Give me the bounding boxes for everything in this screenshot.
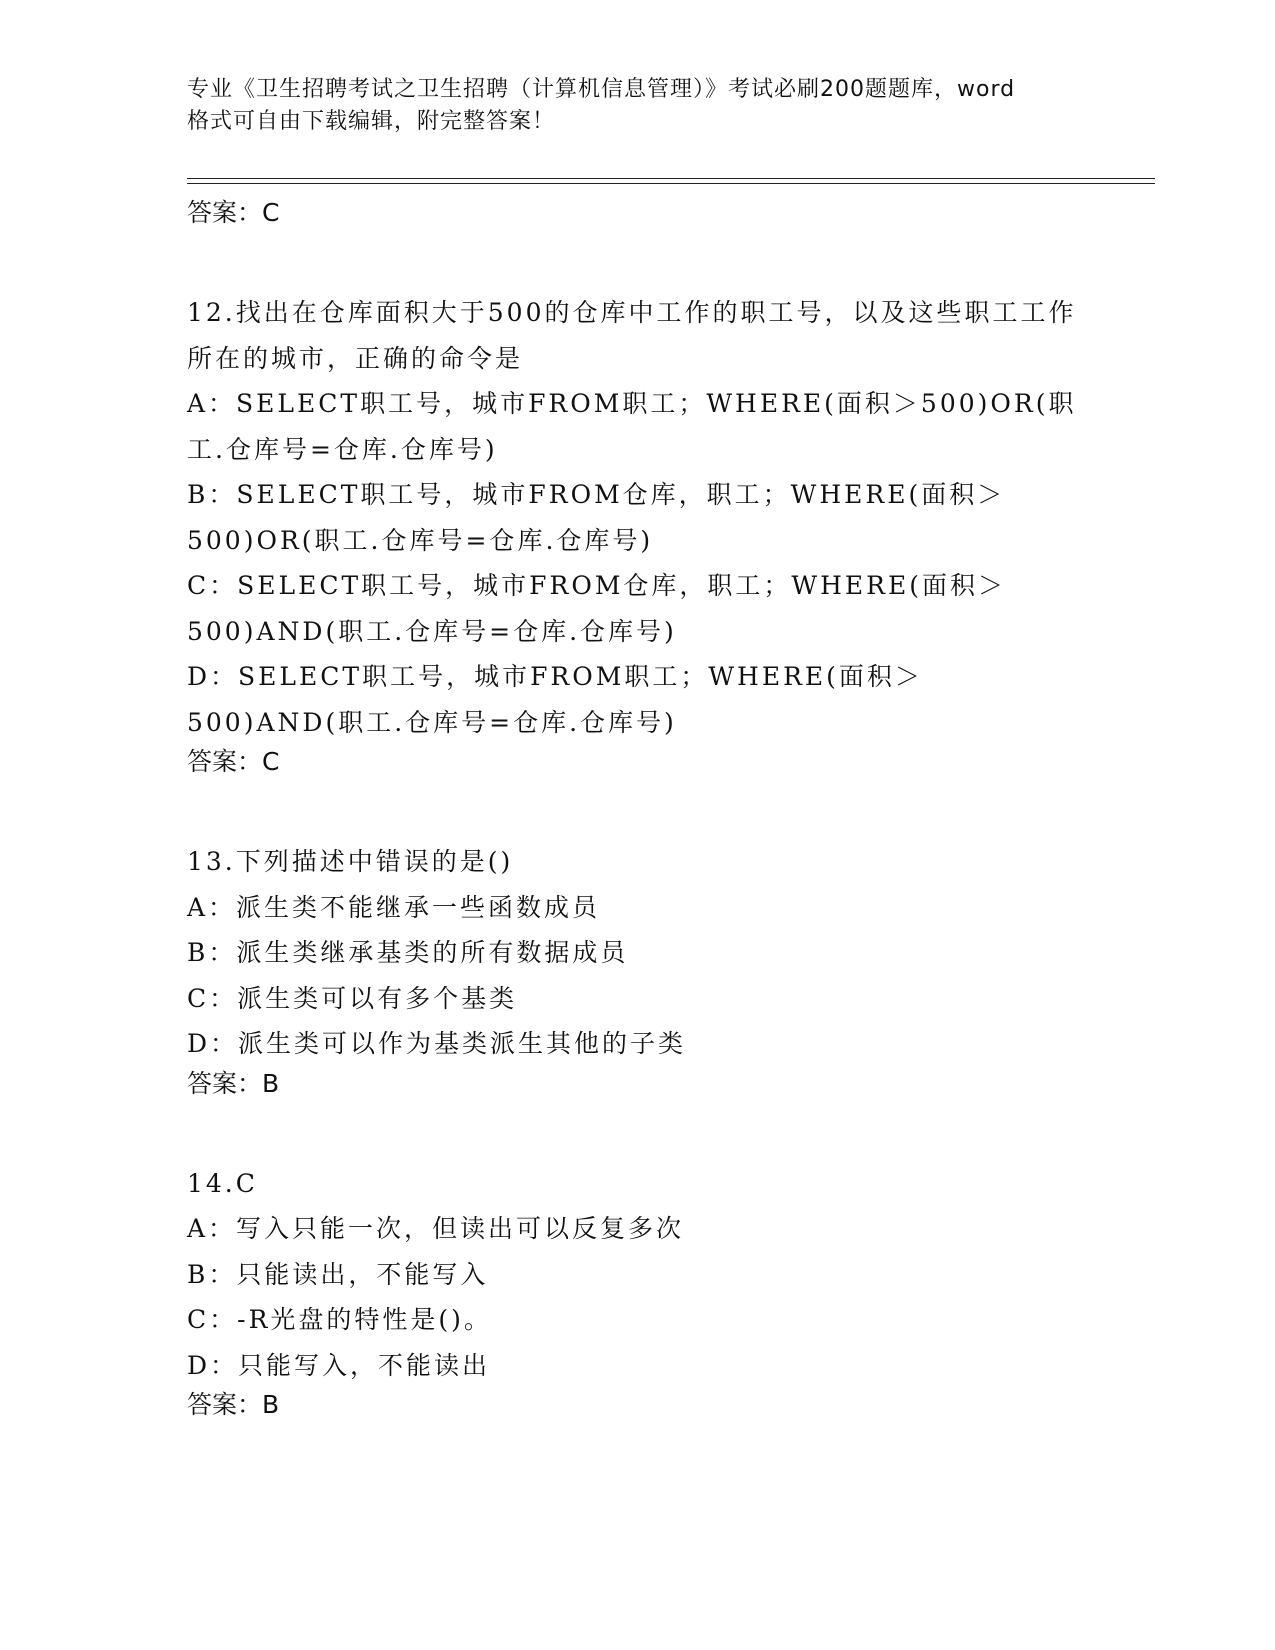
option-d: D：SELECT职工号，城市FROM职工；WHERE(面积＞500)AND(职工.仓库号=仓库.仓库号) [187,662,923,737]
option-b: B：派生类继承基类的所有数据成员 [187,938,629,967]
option-c: C：-R光盘的特性是()。 [187,1305,492,1334]
option-d: D：派生类可以作为基类派生其他的子类 [187,1029,687,1058]
question-stem: 13.下列描述中错误的是() [187,847,514,876]
option-a: A：SELECT职工号，城市FROM职工；WHERE(面积＞500)OR(职工.仓库号=仓库.仓库号) [187,389,1077,464]
answer-line: 答案：C [187,747,280,776]
previous-answer: 答案：C [187,198,280,227]
option-b: B：只能读出，不能写入 [187,1259,489,1289]
answer-line: 答案：B [187,1068,280,1098]
header-rule-top [187,178,1155,179]
document-body [187,186,1087,1420]
question-stem: 14.C [187,1168,258,1198]
option-b: B：SELECT职工号，城市FROM仓库，职工；WHERE(面积＞500)OR(职工.仓库号=仓库.仓库号) [187,480,1006,555]
option-a: A：写入只能一次，但读出可以反复多次 [187,1214,685,1243]
question-stem: 12.找出在仓库面积大于500的仓库中工作的职工号，以及这些职工工作所在的城市，正确的命令是 [187,298,1077,373]
option-a: A：派生类不能继承一些函数成员 [187,892,601,922]
question-12 [187,290,1087,777]
question-14 [187,1161,1087,1421]
option-c: C：SELECT职工号，城市FROM仓库，职工；WHERE(面积＞500)AND(职工.仓库号=仓库.仓库号) [187,571,1006,646]
document-header: 专业《卫生招聘考试之卫生招聘（计算机信息管理）》考试必刷200题题库，word 格式可自由下载编辑，附完整答案！ [187,77,1016,134]
question-13 [187,839,1087,1099]
header-rule-bottom [187,183,1155,184]
option-d: D：只能写入，不能读出 [187,1350,491,1380]
option-c: C：派生类可以有多个基类 [187,983,518,1013]
answer-line: 答案：B [187,1390,280,1419]
